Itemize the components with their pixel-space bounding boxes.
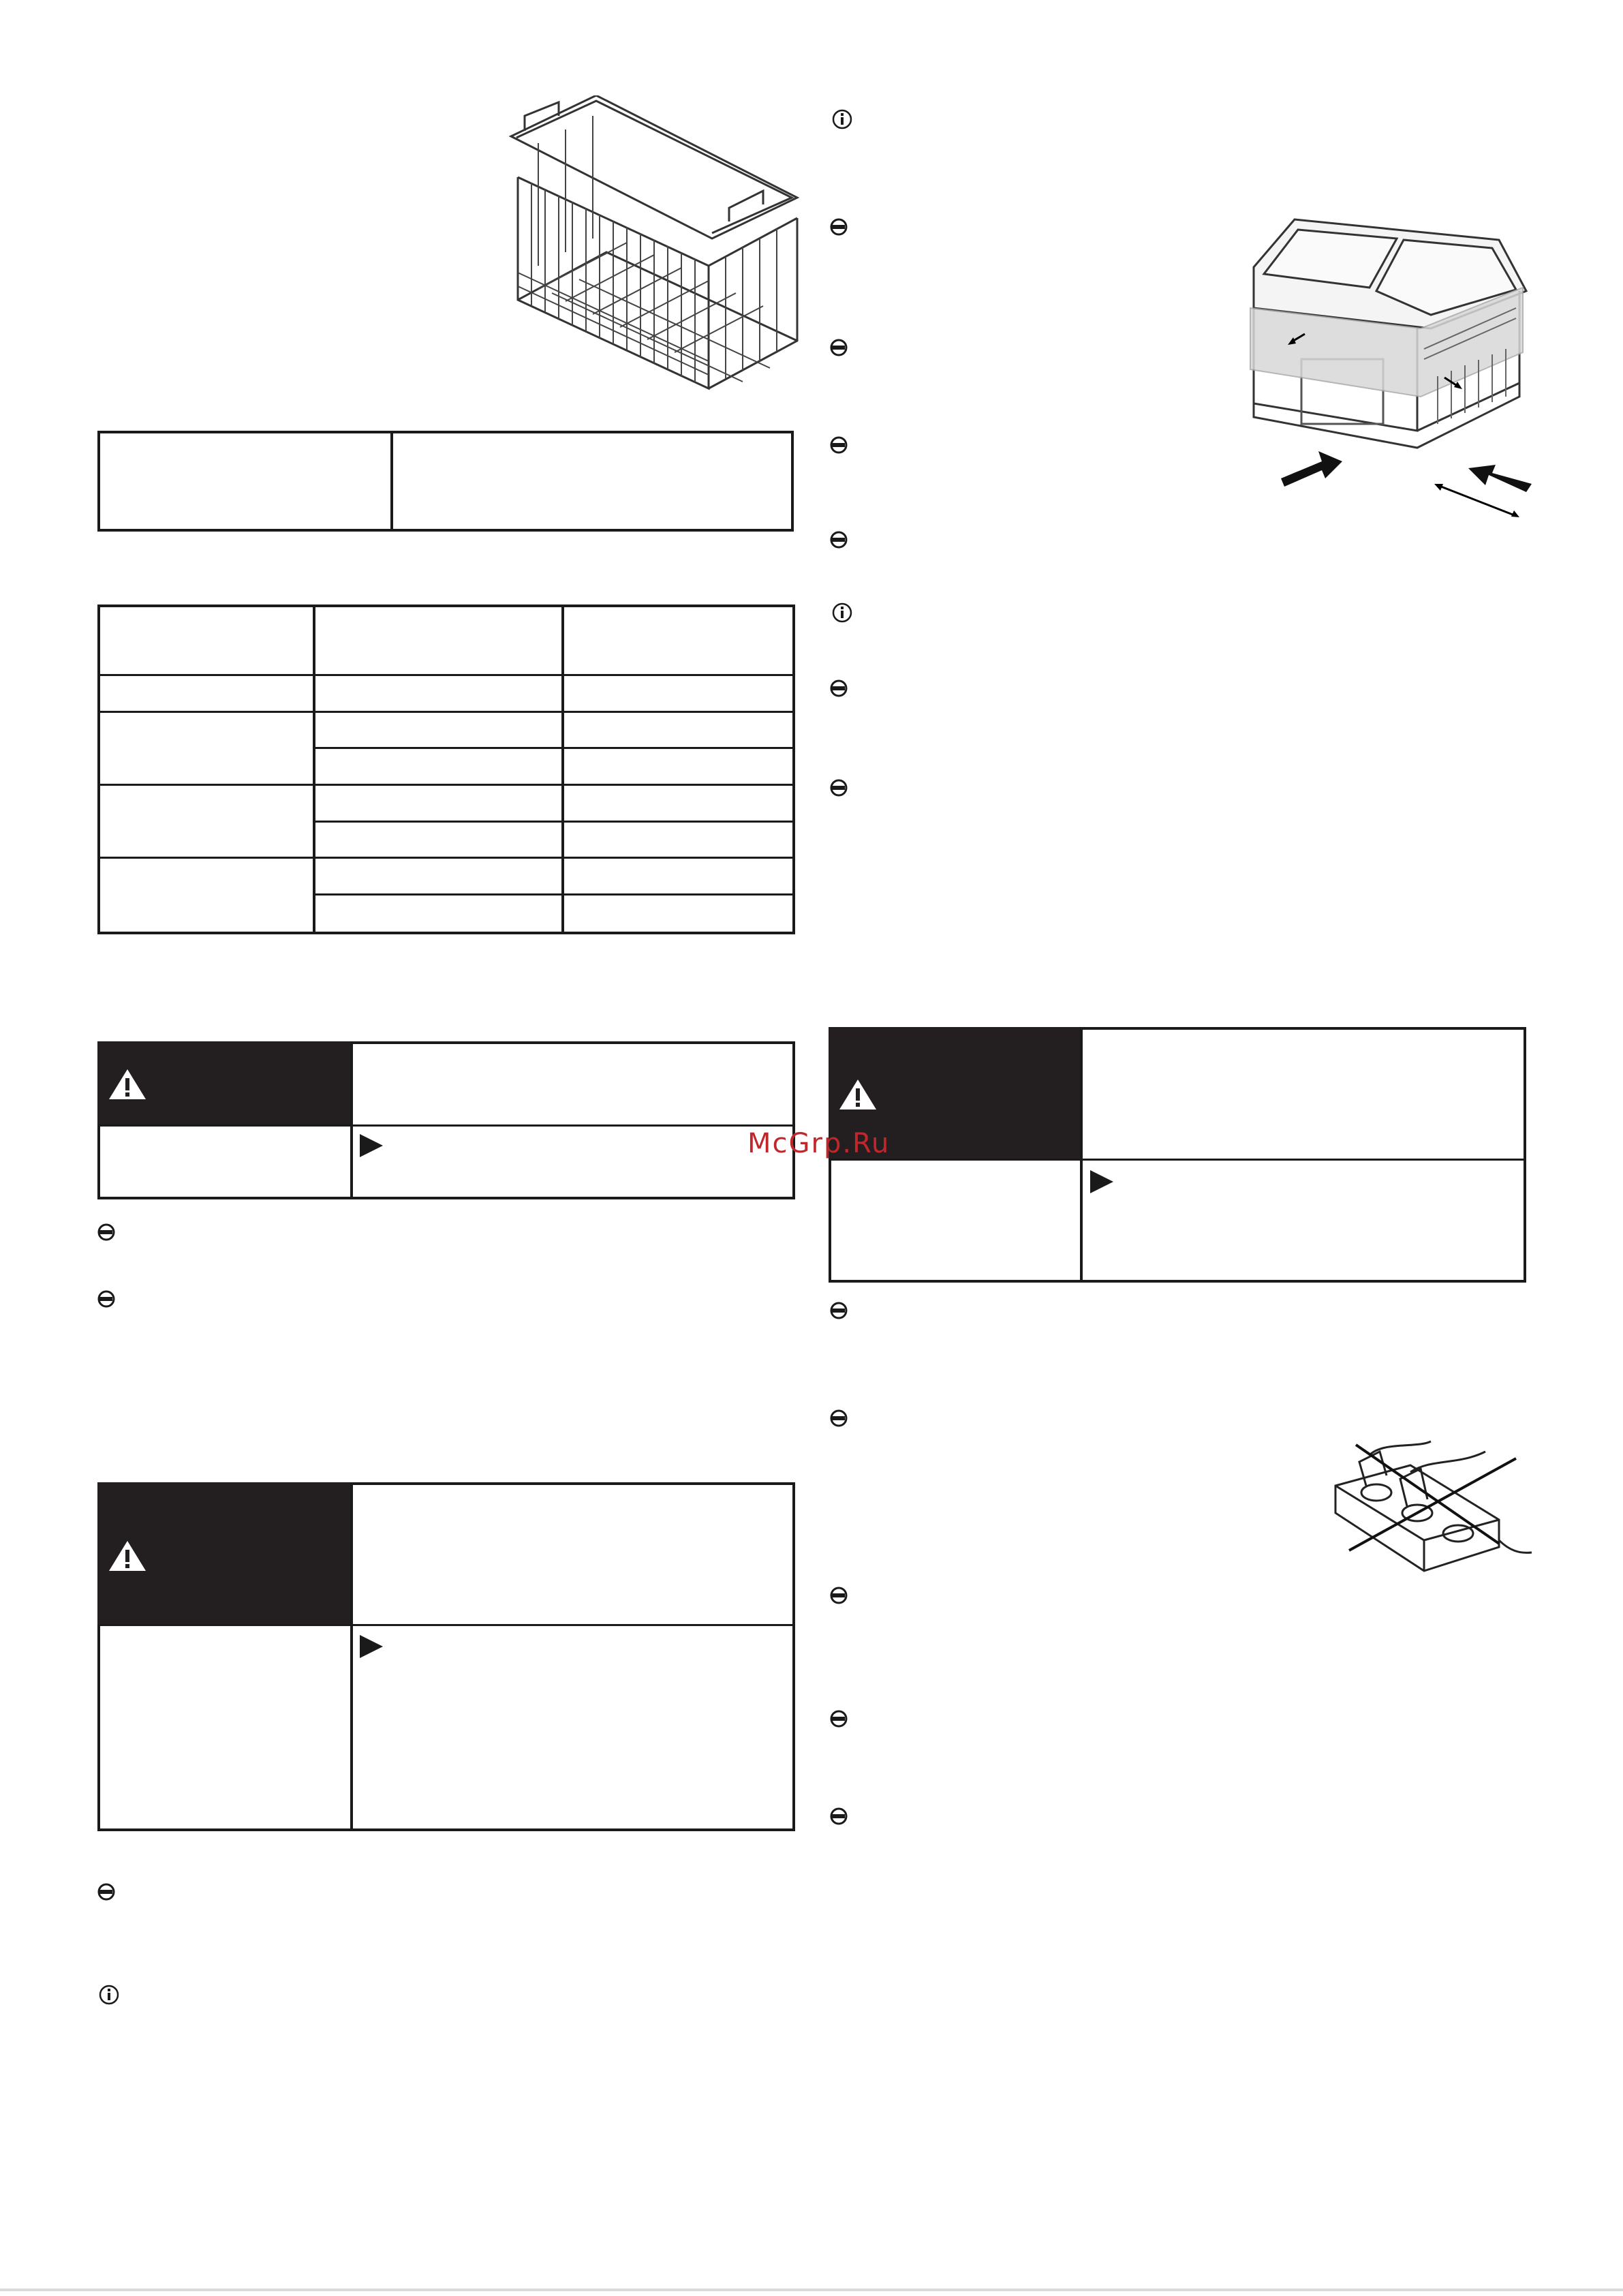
- info-icon: [99, 1985, 119, 2005]
- play-arrow-icon: [358, 1133, 384, 1159]
- info-icon: [832, 602, 852, 623]
- warning-box-1-rule: [97, 1124, 795, 1127]
- spec-table-row-rule: [314, 893, 795, 896]
- info-box-two-column: [97, 431, 794, 532]
- arrow-circle-bullet-icon: [830, 1409, 850, 1427]
- spec-table-row-rule: [314, 821, 795, 823]
- arrow-circle-bullet-icon: [830, 531, 850, 549]
- spec-table: [97, 604, 795, 934]
- warning-box-2-rule: [97, 1624, 795, 1626]
- warning-triangle-icon: [107, 1067, 148, 1101]
- arrow-circle-bullet-icon: [830, 1587, 850, 1604]
- arrow-circle-bullet-icon: [830, 779, 850, 797]
- info-icon: [832, 109, 852, 129]
- arrow-circle-bullet-icon: [830, 1710, 850, 1728]
- warning-triangle-icon: [107, 1539, 148, 1573]
- arrow-circle-bullet-icon: [830, 436, 850, 454]
- spec-table-row-rule: [314, 747, 795, 749]
- arrow-circle-bullet-icon: [830, 1302, 850, 1319]
- arrow-circle-bullet-icon: [97, 1290, 118, 1308]
- arrow-circle-bullet-icon: [830, 339, 850, 356]
- footer-rule: [0, 2289, 1623, 2291]
- warning-box-3-divider: [1080, 1027, 1083, 1283]
- play-arrow-icon: [358, 1634, 384, 1659]
- spec-table-col-divider-2: [561, 604, 564, 934]
- warning-box-1-divider: [350, 1041, 353, 1199]
- play-arrow-icon: [1089, 1169, 1115, 1195]
- arrow-circle-bullet-icon: [97, 1223, 118, 1241]
- cabinet-illustration: [1240, 213, 1560, 519]
- arrow-circle-bullet-icon: [830, 679, 850, 697]
- arrow-circle-bullet-icon: [97, 1883, 118, 1901]
- spec-table-row-rule: [97, 711, 795, 713]
- spec-table-header-rule: [97, 674, 795, 676]
- warning-box-2-divider: [350, 1482, 353, 1831]
- arrow-circle-bullet-icon: [830, 218, 850, 236]
- power-strip-illustration: [1329, 1438, 1533, 1588]
- watermark-text: McGrp.Ru: [747, 1128, 891, 1159]
- spec-table-row-rule: [97, 857, 795, 859]
- basket-illustration: [497, 95, 804, 409]
- arrow-circle-bullet-icon: [830, 1807, 850, 1825]
- info-box-divider: [390, 431, 393, 532]
- spec-table-row-rule: [97, 784, 795, 786]
- spec-table-col-divider-1: [313, 604, 315, 934]
- warning-triangle-icon: [837, 1077, 878, 1112]
- warning-box-3-rule: [829, 1159, 1526, 1161]
